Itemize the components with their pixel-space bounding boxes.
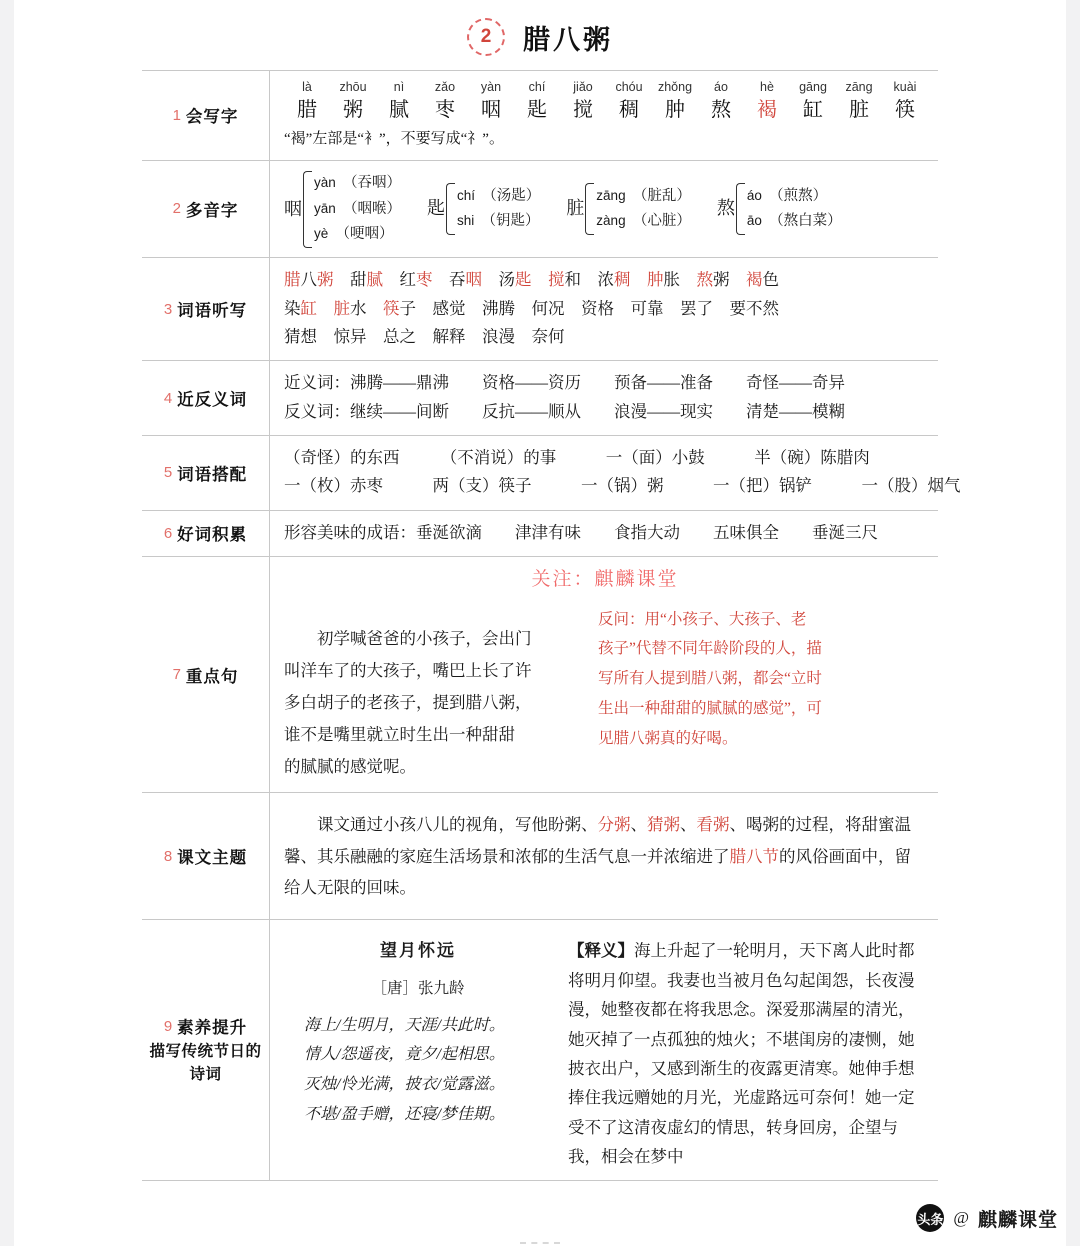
polyphone-reading: yàn （吞咽） xyxy=(314,174,402,191)
row-number: 4 xyxy=(163,389,173,407)
table-row-theme xyxy=(142,793,938,920)
dictation-segment: 感觉 xyxy=(432,298,466,318)
dictation-segment: 资格 xyxy=(581,298,614,318)
dictation-segment: 肿 xyxy=(647,270,664,290)
hanzi: 稠 xyxy=(619,98,639,121)
row-content-9 xyxy=(270,920,938,1180)
dictation-segment xyxy=(416,327,433,346)
polyphone-group xyxy=(284,171,401,248)
row-label-9 xyxy=(142,920,270,1180)
row-number: 8 xyxy=(163,847,173,865)
dictation-segment: 枣 xyxy=(416,270,433,290)
row-content-7 xyxy=(270,557,938,792)
row-content-8 xyxy=(270,793,938,919)
annotation-line: 写所有人提到腊八粥，都会“立时 xyxy=(598,670,822,688)
annotation-line: 见腊八粥真的好喝。 xyxy=(598,729,738,747)
table-row-dictation xyxy=(142,258,938,361)
character-cell xyxy=(468,79,514,124)
annotation-line: 孩子”代替不同年龄阶段的人，描 xyxy=(598,640,822,658)
theme-segment: 将甜蜜温馨、其乐融融的家庭生活场景和浓郁的生活气息一并浓缩进了 xyxy=(284,815,911,866)
dictation-segment: 染 xyxy=(284,298,301,318)
dictation-segment xyxy=(317,299,334,318)
table-row-collocations xyxy=(142,436,961,511)
explanation-label: 【释义】 xyxy=(568,941,634,961)
polyphone-group xyxy=(566,183,691,235)
theme-segment: 腊 xyxy=(729,846,746,866)
key-sentence-line: 的腻腻的感觉呢。 xyxy=(284,757,416,777)
polyphone-reading: zāng （脏乱） xyxy=(596,187,691,204)
dictation-segment xyxy=(334,270,351,289)
dictation-segment: 八 xyxy=(300,270,317,290)
polyphone-reading: shi （钥匙） xyxy=(457,213,540,230)
row-number: 1 xyxy=(172,106,181,124)
table-row-good-words xyxy=(142,511,938,557)
page-edge-right xyxy=(1066,0,1080,1246)
row-number: 5 xyxy=(163,464,173,482)
pinyin: zhōu xyxy=(339,80,367,94)
polyphone-char: 咽 xyxy=(284,198,302,219)
character-cell xyxy=(376,79,422,124)
polyphone-readings xyxy=(596,184,691,236)
pinyin: zǎo xyxy=(434,80,456,94)
pinyin: chí xyxy=(528,80,546,94)
dictation-segment: 脏 xyxy=(333,298,350,318)
row-number: 6 xyxy=(163,524,173,542)
dictation-segment xyxy=(466,327,483,346)
poem-title: 望月怀远 xyxy=(380,941,456,961)
dictation-segment: 猜想 xyxy=(284,326,317,346)
row-label-text: 重点句 xyxy=(185,666,239,686)
hanzi: 脏 xyxy=(849,98,869,121)
row-label-text: 课文主题 xyxy=(177,848,248,868)
character-cell xyxy=(744,79,790,124)
poem-line: 情人/怨遥夜，竟夕/起相思。 xyxy=(304,1046,505,1064)
row-content-3 xyxy=(270,258,938,360)
character-cell xyxy=(882,79,928,124)
dictation-segment: 甜 xyxy=(350,270,367,290)
poem-line: 灭烛/怜光满，披衣/觉露滋。 xyxy=(304,1076,505,1094)
dictation-segment xyxy=(532,270,549,289)
dictation-line xyxy=(284,323,926,351)
polyphone-groups xyxy=(284,169,926,248)
hanzi: 肿 xyxy=(665,98,685,121)
polyphone-reading: yān （咽喉） xyxy=(314,200,402,217)
dictation-segment xyxy=(317,327,334,346)
row-label-text: 词语搭配 xyxy=(177,464,248,484)
row-label-3 xyxy=(142,258,270,360)
bottom-divider xyxy=(520,1238,560,1244)
row-number: 2 xyxy=(172,200,181,218)
watermark-text: 关注：麒麟课堂 xyxy=(531,569,679,591)
dictation-segment xyxy=(433,270,450,289)
hanzi: 枣 xyxy=(435,98,455,121)
theme-segment: 、喝粥的过程， xyxy=(729,815,845,835)
polyphone-readings xyxy=(314,171,401,248)
row-content-4 xyxy=(270,361,938,435)
explanation-text: 海上升起了一轮明月，天下离人此时都将明月仰望。我妻也当被月色勾起闺怨，长夜漫漫，她整夜都在将我思念。深爱那满屋的清光，她灭掉了一点孤独的烛火；不堪闺房的凄恻，她披衣出户，又感到渐生的夜露更清寒。她伸手想捧住我远赠她的月光，光虚路远可奈何！她一定受不了这清夜虚幻的情思，转身回房，企望与我，相会在梦中 xyxy=(568,941,915,1166)
theme-segment: 八节 xyxy=(746,846,779,866)
dictation-segment: 汤 xyxy=(498,270,515,290)
dictation-segment xyxy=(367,327,384,346)
polyphone-reading: áo （煎熬） xyxy=(746,187,828,204)
key-sentence-line: 初学喊爸爸的小孩子，会出门 xyxy=(317,628,532,648)
row-label-7 xyxy=(142,557,270,792)
character-pinyin-line xyxy=(284,79,928,124)
hanzi: 粥 xyxy=(343,98,363,121)
theme-segment: 分粥 xyxy=(597,815,631,835)
dictation-segment xyxy=(416,299,433,318)
key-sentence-text xyxy=(284,597,584,784)
hanzi: 缸 xyxy=(803,98,823,121)
pinyin: jiǎo xyxy=(573,80,593,94)
dictation-segment: 稠 xyxy=(614,270,631,290)
polyphone-group xyxy=(717,183,842,235)
character-cell xyxy=(560,79,606,124)
dictation-segment: 总之 xyxy=(383,326,416,346)
dictation-line xyxy=(284,266,926,294)
dictation-segment xyxy=(664,299,681,318)
row-number: 3 xyxy=(163,300,173,318)
row-label-text: 会写字 xyxy=(185,107,239,127)
dictation-segment xyxy=(680,270,697,289)
dictation-segment: 吞 xyxy=(449,270,466,290)
dictation-segment: 红 xyxy=(399,270,416,290)
pinyin: gāng xyxy=(799,80,827,94)
collocation-line-1: （奇怪）的东西 （不消说）的事 一（面）小鼓 半（碗）陈腊肉 xyxy=(284,448,870,468)
polyphone-char: 脏 xyxy=(566,198,585,219)
dictation-segment: 熬 xyxy=(696,270,713,290)
brace-icon xyxy=(303,171,312,248)
theme-segment: 看粥 xyxy=(696,815,730,835)
row-label-text: 好词积累 xyxy=(177,525,248,545)
dictation-segment xyxy=(713,299,730,318)
poem-explanation xyxy=(552,928,926,1171)
hanzi: 腊 xyxy=(297,98,317,121)
polyphone-reading: chí （汤匙） xyxy=(457,187,541,204)
table-row-polyphones xyxy=(142,161,938,258)
page-title xyxy=(0,14,1080,60)
source-watermark xyxy=(916,1204,1058,1232)
hanzi: 褐 xyxy=(757,98,777,121)
dictation-segment: 罢了 xyxy=(680,298,713,318)
dictation-segment xyxy=(614,299,631,318)
annotation-line: 反问：用“小孩子、大孩子、老 xyxy=(598,610,807,628)
row-content-6 xyxy=(270,511,938,556)
table-row-key-sentence xyxy=(142,557,938,793)
dictation-segment: 褐 xyxy=(746,270,763,290)
row-content-2 xyxy=(270,161,938,257)
table-row-synonyms-antonyms xyxy=(142,361,938,436)
character-cell xyxy=(790,79,836,124)
dictation-segment: 浓 xyxy=(597,270,614,290)
dictation-segment xyxy=(631,270,648,289)
character-cell xyxy=(284,79,330,124)
key-sentence-line: 谁不是嘴里就立时生出一种甜甜 xyxy=(284,725,515,745)
character-cell xyxy=(606,79,652,124)
theme-segment: 猜粥 xyxy=(647,815,680,835)
poem-author: ［唐］张九龄 xyxy=(371,979,465,997)
dictation-segment xyxy=(515,327,532,346)
toutiao-logo-icon: 头条 xyxy=(916,1204,944,1232)
lesson-table xyxy=(142,70,961,1181)
row-label-8 xyxy=(142,793,270,919)
dictation-segment: 咽 xyxy=(465,270,482,290)
hanzi: 匙 xyxy=(527,98,547,121)
dictation-segment: 沸腾 xyxy=(482,298,515,318)
key-sentence-line: 叫洋车了的大孩子，嘴巴上长了许 xyxy=(284,660,532,680)
row-number: 9 xyxy=(163,1017,173,1035)
pinyin: nì xyxy=(393,80,405,94)
dictation-segment xyxy=(367,299,384,318)
hanzi: 筷 xyxy=(895,98,915,121)
pinyin: yàn xyxy=(480,80,502,94)
polyphone-reading: zàng （心脏） xyxy=(596,213,691,230)
row-number: 7 xyxy=(172,666,181,684)
dictation-segment: 要不然 xyxy=(729,298,779,318)
dictation-segment: 何况 xyxy=(531,298,565,318)
row-label-text: 词语听写 xyxy=(177,301,248,321)
synonym-line: 近义词：沸腾——鼎沸 资格——资历 预备——准备 奇怪——奇异 xyxy=(284,373,845,393)
row-content-5 xyxy=(270,436,973,510)
dictation-segment xyxy=(730,270,747,289)
pinyin: áo xyxy=(714,80,728,94)
dictation-line xyxy=(284,295,926,323)
character-cell xyxy=(698,79,744,124)
dictation-segment: 粥 xyxy=(713,270,730,290)
character-cell xyxy=(422,79,468,124)
dictation-segment: 惊异 xyxy=(333,326,367,346)
at-symbol-icon: @ xyxy=(953,1208,969,1227)
polyphone-char: 熬 xyxy=(716,198,735,219)
row-label-5 xyxy=(142,436,270,510)
theme-segment: 的风俗画面中，留给人无限的回味。 xyxy=(284,846,911,898)
polyphone-readings xyxy=(747,184,842,236)
annotation-line: 生出一种甜甜的腻腻的感觉”，可 xyxy=(598,699,822,717)
polyphone-group xyxy=(427,183,540,235)
pinyin: kuài xyxy=(893,80,917,94)
dictation-segment: 子 xyxy=(399,298,416,318)
dictation-segment: 色 xyxy=(762,270,779,290)
lesson-title-text: 腊八粥 xyxy=(523,24,613,55)
dictation-segment: 和 xyxy=(564,270,581,290)
character-cell xyxy=(652,79,698,124)
pinyin: là xyxy=(302,80,312,94)
dictation-segment: 腊 xyxy=(284,270,301,290)
writing-note: “褐”左部是“衤”，不要写成“礻”。 xyxy=(284,130,504,147)
row-label-text: 多音字 xyxy=(185,200,239,220)
dictation-segment: 浪漫 xyxy=(482,326,515,346)
dictation-segment: 匙 xyxy=(515,270,532,290)
dictation-segment: 水 xyxy=(350,298,367,318)
dictation-segment xyxy=(515,299,532,318)
theme-segment: 课文通过小孩八儿的视角，写他盼粥、 xyxy=(284,815,598,835)
character-cell xyxy=(514,79,560,124)
brace-icon xyxy=(736,183,745,235)
account-name: 麒麟课堂 xyxy=(977,1209,1058,1231)
row-label-text: 素养提升 xyxy=(177,1018,248,1038)
row-label-text: 近反义词 xyxy=(177,390,248,410)
dictation-segment xyxy=(482,270,499,289)
polyphone-readings xyxy=(457,184,540,236)
pinyin: zāng xyxy=(845,80,873,94)
brace-icon xyxy=(446,183,455,235)
poem-lines xyxy=(284,1011,552,1129)
lesson-number-badge: 2 xyxy=(467,18,505,56)
dictation-segment xyxy=(565,299,582,318)
row-label-2 xyxy=(142,161,270,257)
character-cell xyxy=(836,79,882,124)
dictation-segment: 解释 xyxy=(432,326,466,346)
table-row-writing-characters xyxy=(142,71,938,161)
dictation-segment: 筷 xyxy=(383,298,400,318)
row-label-6 xyxy=(142,511,270,556)
row-label-4 xyxy=(142,361,270,435)
dictation-segment: 缸 xyxy=(300,298,317,318)
dictation-segment: 可靠 xyxy=(630,298,664,318)
page-edge-left xyxy=(0,0,14,1246)
dictation-segment: 奈何 xyxy=(531,326,565,346)
dictation-segment xyxy=(466,299,483,318)
pinyin: chóu xyxy=(615,80,643,94)
table-row-literacy xyxy=(142,920,938,1181)
character-cell xyxy=(330,79,376,124)
poem-line: 不堪/盈手赠，还寝/梦佳期。 xyxy=(304,1105,505,1123)
good-words-line: 形容美味的成语：垂涎欲滴 津津有味 食指大动 五味俱全 垂涎三尺 xyxy=(284,522,878,542)
polyphone-reading: āo （熬白菜） xyxy=(746,213,842,230)
key-sentence-line: 多白胡子的老孩子，提到腊八粥， xyxy=(284,692,532,712)
pinyin: hè xyxy=(760,80,774,94)
antonym-line: 反义词：继续——间断 反抗——顺从 浪漫——现实 清楚——模糊 xyxy=(284,401,845,421)
dictation-segment: 胀 xyxy=(663,270,680,290)
row-content-1 xyxy=(270,71,940,160)
dictation-segment: 腻 xyxy=(366,270,383,290)
dictation-segment xyxy=(581,270,598,289)
hanzi: 咽 xyxy=(481,98,501,121)
poem-block xyxy=(284,928,552,1171)
key-sentence-annotation xyxy=(584,597,926,784)
hanzi: 腻 xyxy=(389,98,409,121)
hanzi: 熬 xyxy=(711,98,731,121)
hanzi: 搅 xyxy=(573,98,593,121)
poem-line: 海上/生明月，天涯/共此时。 xyxy=(304,1016,505,1034)
collocation-line-2: 一（枚）赤枣 两（支）筷子 一（锅）粥 一（把）锅铲 一（股）烟气 xyxy=(284,476,961,496)
dictation-segment xyxy=(383,270,400,289)
dictation-segment: 粥 xyxy=(317,270,334,290)
theme-segment: 、 xyxy=(630,815,647,835)
theme-segment: 、 xyxy=(680,815,697,835)
dictation-segment: 搅 xyxy=(548,270,565,290)
row-label-1 xyxy=(142,71,270,160)
brace-icon xyxy=(585,183,594,235)
row-sublabel-text: 描写传统节日的诗词 xyxy=(149,1043,262,1084)
polyphone-reading: yè （哽咽） xyxy=(314,226,394,243)
pinyin: zhǒng xyxy=(657,80,693,94)
polyphone-char: 匙 xyxy=(427,198,446,219)
